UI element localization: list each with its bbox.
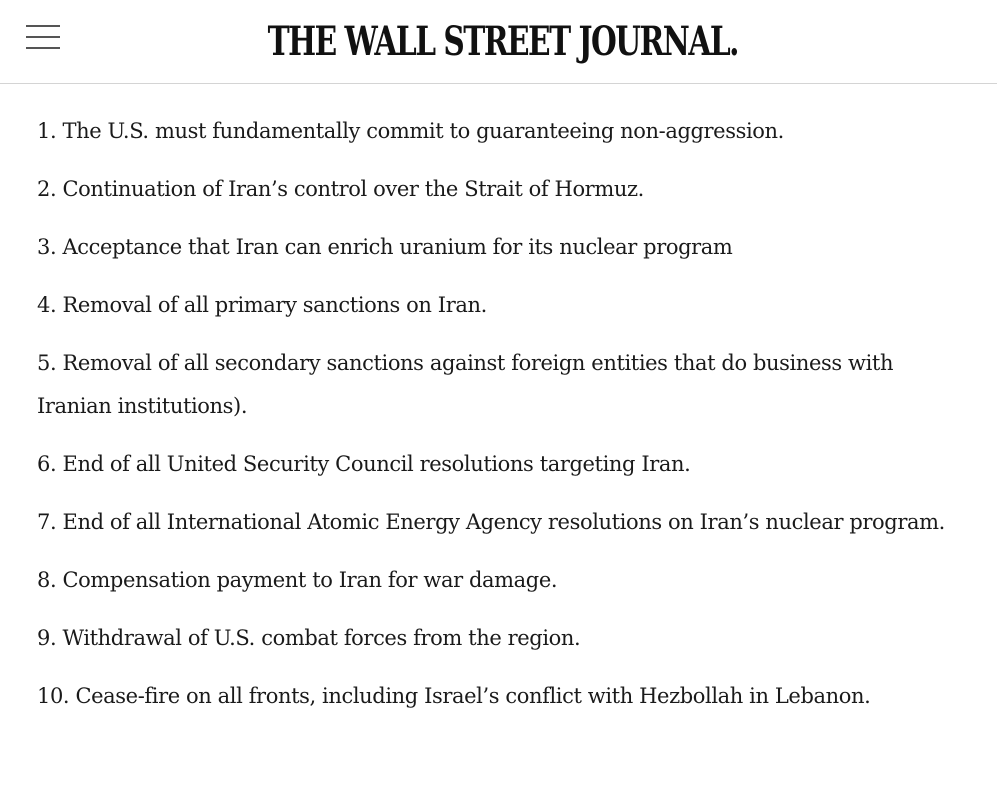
menu-line — [26, 36, 60, 38]
demands-list — [37, 110, 967, 733]
list-item: 9. Withdrawal of U.S. combat forces from the region. — [37, 626, 581, 650]
list-item: 7. End of all International Atomic Energy Agency resolutions on Iran’s nuclear program. — [37, 510, 945, 534]
list-item: 3. Acceptance that Iran can enrich uranium for its nuclear program — [37, 235, 733, 259]
menu-line — [26, 47, 60, 49]
list-item: 4. Removal of all primary sanctions on Iran. — [37, 293, 487, 317]
list-item: 5. Removal of all secondary sanctions against foreign entities that do business with Iranian institutions). — [37, 351, 894, 418]
list-item: 1. The U.S. must fundamentally commit to guaranteeing non-aggression. — [37, 119, 784, 143]
list-item: 10. Cease-fire on all fronts, including Israel’s conflict with Hezbollah in Lebanon. — [37, 684, 871, 708]
site-header — [0, 0, 997, 84]
menu-line — [26, 25, 60, 27]
masthead-logo[interactable]: THE WALL STREET JOURNAL. — [267, 18, 738, 65]
list-item: 2. Continuation of Iran’s control over the Strait of Hormuz. — [37, 177, 644, 201]
list-item: 8. Compensation payment to Iran for war damage. — [37, 568, 558, 592]
list-item: 6. End of all United Security Council resolutions targeting Iran. — [37, 452, 691, 476]
hamburger-menu-icon[interactable] — [26, 22, 60, 52]
